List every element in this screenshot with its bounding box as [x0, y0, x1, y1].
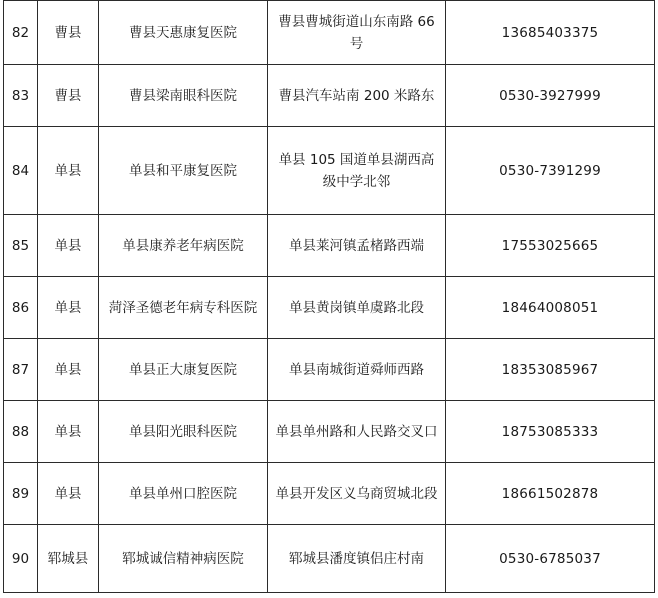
phone-cell: 0530-6785037	[446, 525, 655, 593]
row-number: 88	[4, 401, 38, 463]
address-cell: 单县莱河镇孟楮路西端	[268, 215, 446, 277]
hospital-name-cell: 曹县天惠康复医院	[99, 1, 268, 65]
hospital-name-cell: 单县阳光眼科医院	[99, 401, 268, 463]
address-cell: 单县 105 国道单县湖西高级中学北邻	[268, 127, 446, 215]
county-cell: 单县	[38, 463, 99, 525]
table-row	[4, 463, 655, 525]
table-row	[4, 339, 655, 401]
phone-cell: 17553025665	[446, 215, 655, 277]
hospital-name-cell: 单县正大康复医院	[99, 339, 268, 401]
phone-cell: 0530-7391299	[446, 127, 655, 215]
hospital-name-cell: 菏泽圣德老年病专科医院	[99, 277, 268, 339]
phone-cell: 0530-3927999	[446, 65, 655, 127]
row-number: 85	[4, 215, 38, 277]
hospital-name-cell: 单县单州口腔医院	[99, 463, 268, 525]
table-row	[4, 1, 655, 65]
address-cell: 单县开发区义乌商贸城北段	[268, 463, 446, 525]
address-cell: 单县单州路和人民路交叉口	[268, 401, 446, 463]
county-cell: 单县	[38, 215, 99, 277]
table-row	[4, 525, 655, 593]
phone-cell: 18753085333	[446, 401, 655, 463]
row-number: 82	[4, 1, 38, 65]
address-cell: 单县南城街道舜师西路	[268, 339, 446, 401]
address-cell: 曹县汽车站南 200 米路东	[268, 65, 446, 127]
hospital-name-cell: 曹县梁南眼科医院	[99, 65, 268, 127]
hospital-name-cell: 单县和平康复医院	[99, 127, 268, 215]
hospital-name-cell: 郓城诚信精神病医院	[99, 525, 268, 593]
table-row	[4, 277, 655, 339]
table-row	[4, 401, 655, 463]
hospital-table	[3, 0, 655, 593]
row-number: 83	[4, 65, 38, 127]
row-number: 86	[4, 277, 38, 339]
county-cell: 曹县	[38, 65, 99, 127]
county-cell: 曹县	[38, 1, 99, 65]
county-cell: 单县	[38, 401, 99, 463]
county-cell: 单县	[38, 277, 99, 339]
table-row	[4, 127, 655, 215]
county-cell: 单县	[38, 339, 99, 401]
hospital-name-cell: 单县康养老年病医院	[99, 215, 268, 277]
row-number: 89	[4, 463, 38, 525]
row-number: 87	[4, 339, 38, 401]
phone-cell: 18353085967	[446, 339, 655, 401]
phone-cell: 18464008051	[446, 277, 655, 339]
county-cell: 单县	[38, 127, 99, 215]
address-cell: 郓城县潘度镇侣庄村南	[268, 525, 446, 593]
address-cell: 曹县曹城街道山东南路 66 号	[268, 1, 446, 65]
phone-cell: 18661502878	[446, 463, 655, 525]
table-row	[4, 215, 655, 277]
row-number: 90	[4, 525, 38, 593]
county-cell: 郓城县	[38, 525, 99, 593]
address-cell: 单县黄岗镇单虞路北段	[268, 277, 446, 339]
row-number: 84	[4, 127, 38, 215]
phone-cell: 13685403375	[446, 1, 655, 65]
table-row	[4, 65, 655, 127]
